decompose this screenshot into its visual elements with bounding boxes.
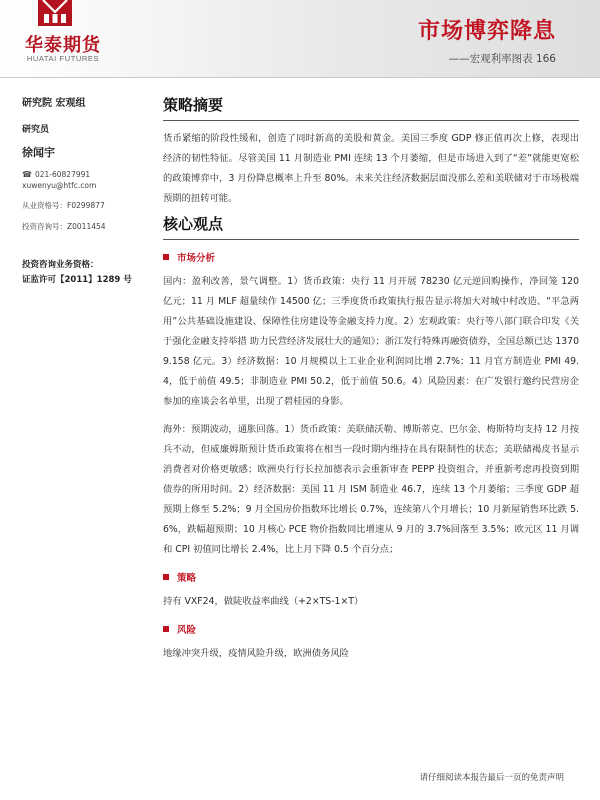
- strategy-label: 策略: [177, 573, 197, 584]
- advisory-number: 投资咨询号：Z0011454: [22, 222, 106, 231]
- risk-text: 地缘冲突升级，疫情风险升级，欧洲债务风险: [163, 648, 349, 659]
- analyst-phone: [22, 170, 142, 179]
- square-bullet-icon: [163, 254, 169, 260]
- analyst-sidebar: [22, 94, 142, 285]
- square-bullet-icon: [163, 574, 169, 580]
- risk-heading: [163, 621, 579, 637]
- strategy-heading: [163, 569, 579, 585]
- core-heading: 核心观点: [163, 213, 579, 240]
- analyst-email[interactable]: xuwenyu@htfc.com: [22, 181, 97, 190]
- huatai-logo-icon: [38, 0, 72, 26]
- report-title: 市场博弈降息: [417, 19, 556, 44]
- logo-english-name: HUATAI FUTURES: [26, 54, 100, 63]
- domestic-analysis: 国内：盈利改善，景气调整。1）货币政策：央行 11 月开展 78230 亿元逆回购操作，净回笼 120 亿元；11 月 MLF 超量续作 14500 亿；三季度货币政策执行报告显示将加大对城中村改造、“平急两用”公共基础设施建设、保障性住房建设等金融支持力度。2）宏观政策：央行等八部门联合印发《关于强化金融支持举措 助力民营经济发展壮大的通知》；浙江发行特殊再融资债券，全国总额已达 13709.158 亿元。3）经济数据：10 月规模以上工业企业利润同比增 2.7%；11 月官方制造业 PMI 49.4，低于前值 49.5；非制造业 PMI 50.2，低于前值 50.6。4）风险因素：在广发银行邀约民营房企参加的座谈会名单里，出现了碧桂园的身影。: [163, 276, 579, 407]
- phone-icon: ☎: [22, 170, 32, 179]
- phone-number: 021-60827991: [34, 170, 91, 179]
- logo-chinese-name: 华泰期货: [25, 35, 101, 56]
- market-analysis-heading: [163, 249, 579, 265]
- analyst-name: 徐闻宇: [22, 146, 55, 159]
- report-subtitle: ——宏观利率图表 166: [448, 53, 556, 65]
- risk-label: 风险: [177, 625, 197, 636]
- license-title: 投资咨询业务资格：: [22, 260, 99, 270]
- license-number: 证监许可【2011】1289 号: [22, 275, 132, 285]
- disclaimer-note: 请仔细阅读本报告最后一页的免责声明: [419, 773, 564, 783]
- department: 研究院 宏观组: [22, 98, 86, 109]
- market-analysis-label: 市场分析: [177, 253, 216, 264]
- main-content: [163, 94, 579, 664]
- company-logo: [18, 0, 108, 70]
- summary-heading: 策略摘要: [163, 94, 579, 121]
- report-header: [0, 0, 600, 78]
- square-bullet-icon: [163, 626, 169, 632]
- qualification-number: 从业资格号：F0299877: [22, 201, 105, 210]
- strategy-text: 持有 VXF24，做陡收益率曲线（+2×TS-1×T）: [163, 596, 364, 607]
- summary-text: 货币紧缩的阶段性缓和，创造了同时新高的美股和黄金。美国三季度 GDP 修正值再次上修，表现出经济的韧性特征。尽管美国 11 月制造业 PMI 连续 13 个月萎缩，但是市场进入到了“差”就能更宽松的政策博弈中，3 月份降息概率上升至 80%。未来关注经济数据层面没那么差和美联储对于市场极端预期的扭转可能。: [163, 133, 579, 204]
- overseas-analysis: 海外：预期波动，通胀回落。1）货币政策：美联储沃勒、博斯蒂克、巴尔金、梅斯特均支持 12 月按兵不动，但威廉姆斯预计货币政策将在相当一段时期内维持在具有限制性的状态；美联储褐皮书显示消费者对价格更敏感；欧洲央行行长拉加德表示会重新审查 PEPP 投资组合，并重新考虑再投资到期债券的所用时间。2）经济数据：美国 11 月 ISM 制造业 46.7，连续 13 个月萎缩；三季度 GDP 超预期上修至 5.2%；9 月全国房价指数环比增长 0.7%，连续第八个月增长；10 月新屋销售环比跌 5.6%，跌幅超预期；10 月核心 PCE 物价指数同比增速从 9 月的 3.7%回落至 3.5%；欧元区 11 月调和 CPI 初值同比增长 2.4%，比上月下降 0.5 个百分点；: [163, 424, 579, 555]
- analyst-role: 研究员: [22, 125, 50, 135]
